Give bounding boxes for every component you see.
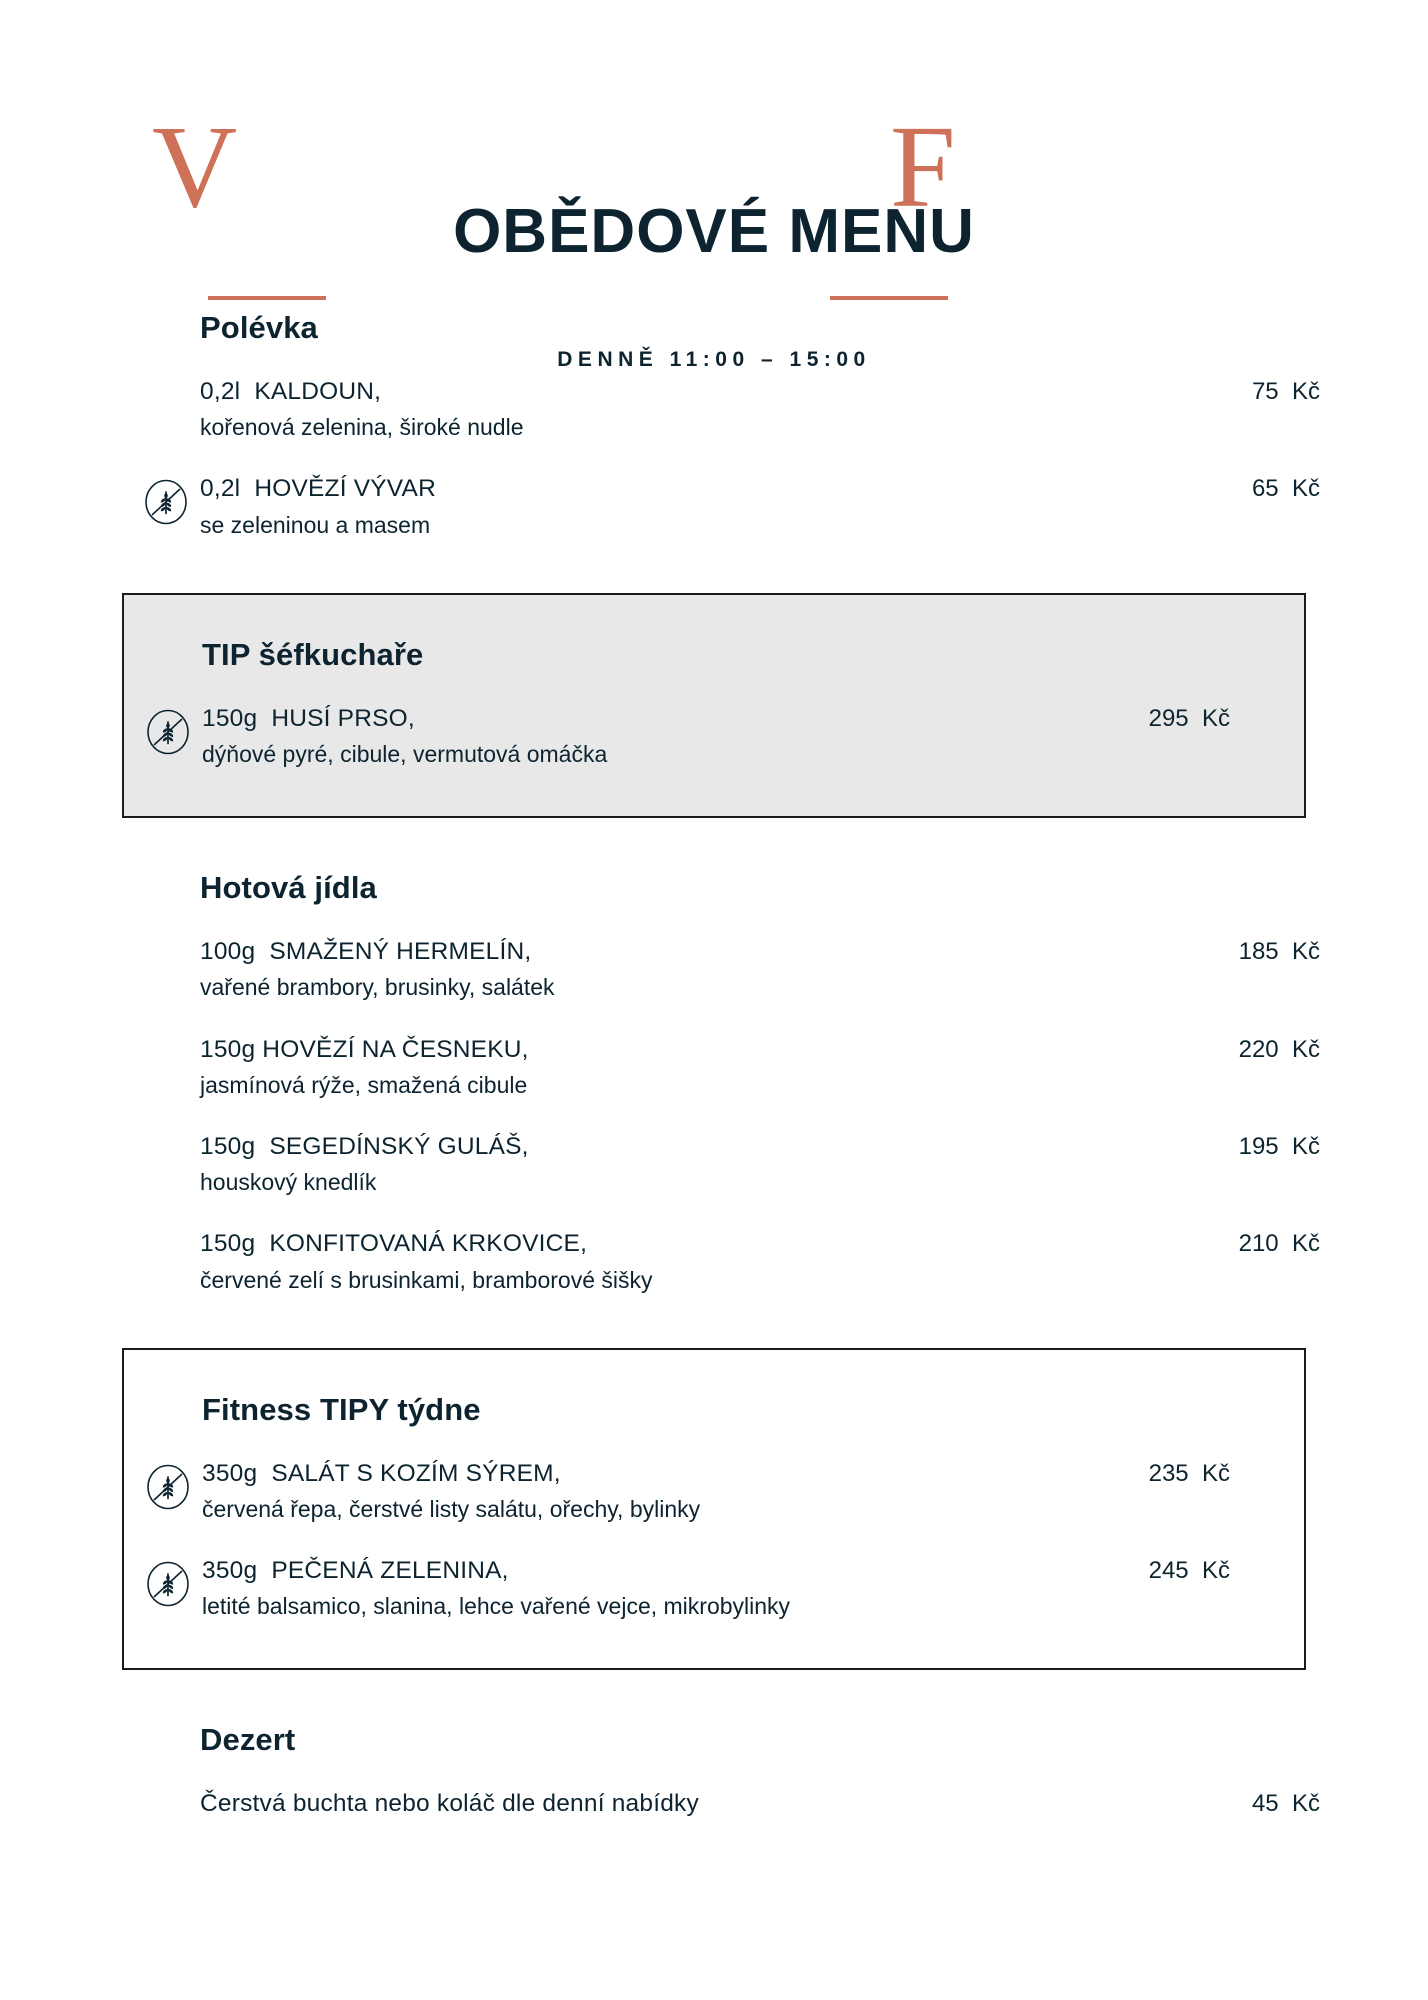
menu-item-text [200,936,555,1003]
menu-item-list [0,936,1428,1296]
menu-item-list [0,1788,1428,1820]
menu-item-description: červená řepa, čerstvé listy salátu, ořechy, bylinky [202,1495,701,1522]
menu-item-text [202,703,607,770]
menu-section-polevka [0,310,1428,541]
menu-item [124,703,1304,770]
menu-item-price: 295 Kč [1148,704,1230,732]
menu-item [0,376,1428,443]
menu-item [124,1458,1304,1525]
menu-item-text [202,1555,790,1622]
menu-item-description: letité balsamico, slanina, lehce vařené vejce, mikrobylinky [202,1593,791,1620]
section-heading: TIP šéfkuchaře [202,636,424,672]
section-heading: Hotová jídla [200,870,377,906]
menu-item-description: červené zelí s brusinkami, bramborové šišky [200,1266,653,1293]
section-spacer [0,541,1428,593]
section-heading: Polévka [200,310,318,345]
menu-item-name: Čerstvá buchta nebo koláč dle denní nabídky [200,1790,699,1818]
menu-item-text [200,473,436,540]
menu-item-price: 45 Kč [1251,1790,1320,1818]
menu-hours: DENNĚ 11:00 – 15:00 [557,348,871,371]
menu-item-list [124,703,1304,770]
menu-item-price: 235 Kč [1148,1459,1230,1487]
section-heading: Fitness TIPY týdne [202,1391,481,1427]
menu-item-price: 245 Kč [1148,1557,1230,1584]
menu-item-name: 350g SALÁT S KOZÍM SÝREM, [202,1459,561,1487]
page-title: OBĚDOVÉ MENU [453,197,975,266]
menu-item-name: 350g PEČENÁ ZELENINA, [202,1557,509,1584]
menu-item-list [124,1458,1304,1623]
menu-item-text [200,1034,529,1101]
menu-item-text [200,1788,699,1820]
menu-item-price: 220 Kč [1238,1035,1320,1063]
menu-item-description: houskový knedlík [200,1169,377,1196]
menu-item [124,1555,1304,1622]
menu-item-list [0,376,1428,541]
menu-item-price: 65 Kč [1251,475,1320,503]
menu-item-price: 185 Kč [1238,938,1320,966]
menu-item [0,1228,1428,1295]
menu-item [0,1131,1428,1198]
header-rule-left [208,296,326,300]
menu-sections [0,310,1428,1861]
menu-item-name: 150g HUSÍ PRSO, [202,704,415,732]
section-heading: Dezert [200,1722,296,1758]
section-spacer [0,1670,1428,1722]
gluten-free-icon [145,1464,191,1510]
menu-item-name: 150g HOVĚZÍ NA ČESNEKU, [200,1035,529,1063]
menu-item-name: 150g KONFITOVANÁ KRKOVICE, [200,1230,588,1258]
menu-item-text [200,376,523,443]
menu-item [0,936,1428,1003]
menu-section-fitness-tipy-tydne [122,1348,1306,1671]
menu-item-text [200,1228,653,1295]
menu-item-description: kořenová zelenina, široké nudle [200,414,524,441]
gluten-free-icon [145,1561,191,1607]
gluten-free-icon [143,479,189,525]
section-spacer [0,1296,1428,1348]
menu-item-name: 0,2l KALDOUN, [200,378,382,405]
menu-section-dezert [0,1722,1428,1820]
brand-logo-v: V [152,101,238,232]
menu-item-description: jasmínová rýže, smažená cibule [200,1071,528,1098]
menu-item [0,1788,1428,1820]
section-spacer [0,818,1428,870]
brand-logo-f: F [890,101,956,232]
menu-item-description: dýňové pyré, cibule, vermutová omáčka [202,741,608,768]
menu-item-price: 195 Kč [1238,1132,1320,1160]
menu-item-description: se zeleninou a masem [200,511,431,538]
gluten-free-icon [145,709,191,755]
menu-section-tip-sefkuchare [122,593,1306,818]
menu-section-hotova-jidla [0,870,1428,1296]
menu-item-price: 210 Kč [1238,1230,1320,1258]
menu-item-text [202,1458,700,1525]
menu-item-name: 0,2l HOVĚZÍ VÝVAR [200,475,436,503]
menu-item [0,1034,1428,1101]
menu-item-text [200,1131,529,1198]
menu-item-description: vařené brambory, brusinky, salátek [200,974,555,1001]
menu-item-price: 75 Kč [1251,378,1320,405]
menu-item-name: 100g SMAŽENÝ HERMELÍN, [200,938,532,966]
menu-item [0,473,1428,540]
header-rule-right [830,296,948,300]
section-spacer [0,1821,1428,1861]
menu-item-name: 150g SEGEDÍNSKÝ GULÁŠ, [200,1132,529,1160]
